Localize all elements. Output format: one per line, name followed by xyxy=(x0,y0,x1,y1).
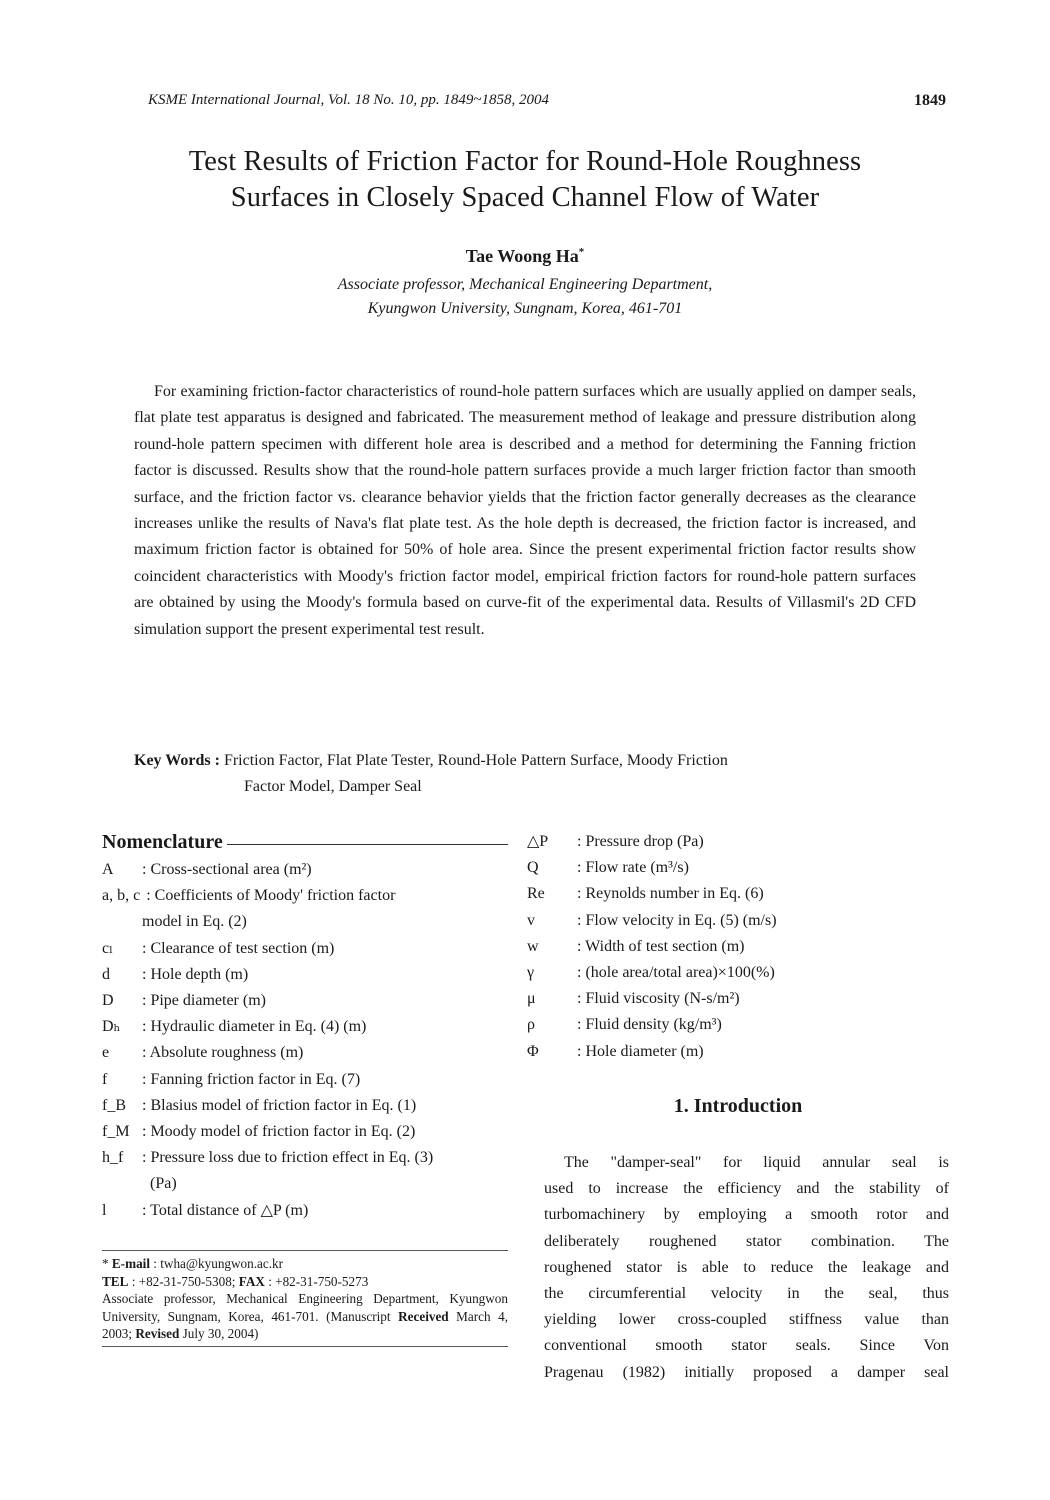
intro-line: conventional smooth stator seals. Since Von xyxy=(544,1337,949,1355)
nomenclature-symbol: a, b, c xyxy=(102,887,141,905)
nomenclature-description: Blasius model of friction factor in Eq. (1) xyxy=(150,1096,417,1114)
nomenclature-description: Fluid viscosity (N-s/m²) xyxy=(585,990,740,1008)
nomenclature-symbol: f_B xyxy=(102,1096,126,1114)
tel-value: : +82-31-750-5308; xyxy=(131,1273,236,1289)
nomenclature-item xyxy=(527,881,949,907)
intro-line: Pragenau (1982) initially proposed a damper seal xyxy=(544,1363,949,1381)
nomenclature-symbol: γ xyxy=(527,964,535,982)
nomenclature-separator: : xyxy=(577,885,582,903)
nomenclature-separator: : xyxy=(142,939,147,957)
nomenclature-description: Flow rate (m³/s) xyxy=(585,859,689,877)
intro-line: deliberately roughened stator combination. The xyxy=(544,1232,949,1250)
nomenclature-item xyxy=(102,988,508,1014)
nomenclature-separator: : xyxy=(142,965,147,983)
nomenclature-item xyxy=(102,1145,508,1171)
nomenclature-item xyxy=(102,1198,508,1224)
nomenclature-description: Hydraulic diameter in Eq. (4) (m) xyxy=(150,1018,367,1036)
intro-line: used to increase the efficiency and the stability of xyxy=(544,1180,949,1198)
nomenclature-separator: : xyxy=(577,859,582,877)
nomenclature-separator: : xyxy=(577,833,582,850)
nomenclature-description: Total distance of △P (m) xyxy=(150,1201,309,1219)
nomenclature-title: Nomenclature xyxy=(102,830,223,853)
nomenclature-item xyxy=(102,936,508,962)
nomenclature-symbol: Re xyxy=(527,885,545,903)
received-label: Received xyxy=(398,1308,449,1324)
nomenclature-separator: : xyxy=(577,1016,582,1034)
nomenclature-separator: : xyxy=(142,861,147,878)
nomenclature-item xyxy=(527,829,949,855)
nomenclature-item xyxy=(527,1012,949,1038)
email-value: : twha@kyungwon.ac.kr xyxy=(153,1256,284,1271)
nomenclature-symbol: Dₕ xyxy=(102,1018,121,1036)
nomenclature-heading xyxy=(102,829,508,855)
fax-value: : +82-31-750-5273 xyxy=(268,1273,369,1289)
nomenclature-symbol: μ xyxy=(527,990,536,1008)
nomenclature-description: Reynolds number in Eq. (6) xyxy=(585,885,764,903)
running-header xyxy=(148,92,948,114)
nomenclature-item xyxy=(527,960,949,986)
author-name xyxy=(100,246,950,267)
nomenclature-symbol: Φ xyxy=(527,1042,539,1060)
abstract xyxy=(134,379,916,643)
journal-citation: KSME International Journal, Vol. 18 No. 10, pp. 1849~1858, 2004 xyxy=(148,92,550,108)
affiliation-line-2: Kyungwon University, Sungnam, Korea, 461-701 xyxy=(367,300,683,317)
introduction-text xyxy=(544,1150,949,1386)
tel-label: TEL xyxy=(102,1273,129,1289)
nomenclature-symbol: d xyxy=(102,965,110,983)
nomenclature-separator: : xyxy=(577,911,582,929)
nomenclature-description: Hole depth (m) xyxy=(150,965,249,983)
nomenclature-separator: : xyxy=(577,937,582,955)
nomenclature-item xyxy=(102,962,508,988)
nomenclature-item xyxy=(102,1014,508,1040)
nomenclature-symbol: f xyxy=(102,1070,108,1088)
nomenclature-separator: : xyxy=(142,1149,147,1167)
nomenclature-right-column xyxy=(527,829,949,1065)
section-heading-introduction: 1. Introduction xyxy=(673,1095,803,1117)
nomenclature-description: Cross-sectional area (m²) xyxy=(150,861,312,878)
nomenclature-symbol: D xyxy=(102,992,114,1010)
nomenclature-symbol: ρ xyxy=(527,1016,535,1034)
nomenclature-description: Width of test section (m) xyxy=(585,937,745,955)
nomenclature-item xyxy=(527,934,949,960)
nomenclature-rule xyxy=(227,844,508,845)
nomenclature-item xyxy=(102,1171,508,1197)
nomenclature-symbol: v xyxy=(527,911,535,929)
nomenclature-symbol: h_f xyxy=(102,1149,124,1167)
keywords-label: Key Words : xyxy=(134,752,220,769)
nomenclature-separator: : xyxy=(142,992,147,1010)
nomenclature-description: Fluid density (kg/m³) xyxy=(585,1016,722,1034)
intro-line: The "damper-seal" for liquid annular seal is xyxy=(564,1154,949,1171)
intro-line: roughened stator is able to reduce the leakage and xyxy=(544,1258,949,1276)
nomenclature-symbol: l xyxy=(102,1201,107,1219)
revised-label: Revised xyxy=(135,1326,180,1342)
nomenclature-left-column xyxy=(102,829,508,1224)
nomenclature-item xyxy=(527,855,949,881)
nomenclature-symbol: cₗ xyxy=(102,939,113,957)
title-line-1: Test Results of Friction Factor for Round-Hole Roughness xyxy=(188,146,862,177)
nomenclature-separator: : xyxy=(577,964,582,982)
nomenclature-description: Pipe diameter (m) xyxy=(150,992,266,1010)
nomenclature-separator: : xyxy=(142,1096,147,1114)
nomenclature-description: Pressure drop (Pa) xyxy=(585,833,704,850)
intro-line: turbomachinery by employing a smooth rotor and xyxy=(544,1206,949,1224)
nomenclature-description: Flow velocity in Eq. (5) (m/s) xyxy=(585,911,777,929)
author-footnote xyxy=(102,1250,508,1347)
fax-label: FAX xyxy=(238,1273,265,1289)
received-date: March 4, 2003; xyxy=(102,1308,509,1342)
author-name-text: Tae Woong Ha xyxy=(465,246,579,266)
nomenclature-item xyxy=(102,1040,508,1066)
nomenclature-separator: : xyxy=(142,1201,147,1219)
nomenclature-continuation: (Pa) xyxy=(150,1175,177,1193)
nomenclature-description: Fanning friction factor in Eq. (7) xyxy=(150,1070,361,1088)
nomenclature-item xyxy=(527,986,949,1012)
intro-line: yielding lower cross-coupled stiffness value than xyxy=(544,1311,949,1329)
nomenclature-item xyxy=(102,883,508,909)
footnote-affiliation: Associate professor, Mechanical Engineering Department, Kyungwon University, Sungnam, Korea, 461-701. (Manuscript xyxy=(102,1291,508,1324)
nomenclature-description: Hole diameter (m) xyxy=(585,1042,704,1060)
nomenclature-separator: : xyxy=(577,1042,582,1060)
page-number: 1849 xyxy=(914,92,946,109)
keywords-line-2: Factor Model, Damper Seal xyxy=(244,778,422,795)
nomenclature-symbol: e xyxy=(102,1044,110,1062)
nomenclature-item xyxy=(102,857,508,883)
author-affiliation xyxy=(100,273,950,321)
nomenclature-item xyxy=(527,1039,949,1065)
nomenclature-separator: : xyxy=(577,990,582,1008)
nomenclature-item xyxy=(102,1119,508,1145)
nomenclature-symbol: Q xyxy=(527,859,539,877)
nomenclature-separator: : xyxy=(142,1123,147,1141)
author-marker: * xyxy=(578,246,585,258)
nomenclature-description: Absolute roughness (m) xyxy=(149,1044,304,1062)
nomenclature-symbol: △P xyxy=(527,833,549,850)
nomenclature-description: Moody model of friction factor in Eq. (2) xyxy=(150,1123,416,1141)
nomenclature-item xyxy=(102,1067,508,1093)
abstract-text: For examining friction-factor characteristics of round-hole pattern surfaces which are usually applied on damper seals, flat plate test apparatus is designed and fabricated. The measurement method of leakage and pressure distribution along round-hole pattern specimen with different hole area is described and a method for determining the Fanning friction factor is discussed. Results show that the round-hole pattern surfaces provide a much larger friction factor than smooth surface, and the friction factor vs. clearance behavior yields that the friction factor generally decreases as the clearance increases unlike the results of Nava's flat plate test. As the hole depth is decreased, the friction factor is increased, and maximum friction factor is obtained for 50% of hole area. Since the present experimental friction factor results show coincident characteristics with Moody's friction factor model, empirical friction factors for round-hole pattern surfaces are obtained by using the Moody's formula based on curve-fit of the experimental data. Results of Villasmil's 2D CFD simulation support the present experimental test result. xyxy=(134,383,916,638)
nomenclature-separator: : xyxy=(146,887,151,905)
nomenclature-item xyxy=(102,909,508,935)
revised-date: July 30, 2004) xyxy=(182,1326,259,1342)
nomenclature-description: Pressure loss due to friction effect in Eq. (3) xyxy=(150,1149,434,1167)
nomenclature-item xyxy=(102,1093,508,1119)
paper-title xyxy=(100,144,950,216)
title-line-2: Surfaces in Closely Spaced Channel Flow of Water xyxy=(230,182,820,213)
keywords-line-1: Friction Factor, Flat Plate Tester, Round-Hole Pattern Surface, Moody Friction xyxy=(223,752,728,769)
nomenclature-item xyxy=(527,908,949,934)
nomenclature-symbol: f_M xyxy=(102,1123,130,1141)
nomenclature-description: Clearance of test section (m) xyxy=(150,939,335,957)
intro-line: the circumferential velocity in the seal, thus xyxy=(544,1285,949,1303)
email-label: E-mail xyxy=(111,1256,150,1271)
nomenclature-description: Coefficients of Moody' friction factor xyxy=(154,887,396,905)
affiliation-line-1: Associate professor, Mechanical Engineering Department, xyxy=(337,276,713,293)
nomenclature-separator: : xyxy=(142,1070,147,1088)
footnote-marker: * xyxy=(102,1256,109,1271)
nomenclature-separator: : xyxy=(142,1018,147,1036)
nomenclature-symbol: A xyxy=(102,861,114,878)
keywords xyxy=(134,748,916,800)
nomenclature-separator: : xyxy=(142,1044,147,1062)
nomenclature-continuation: model in Eq. (2) xyxy=(142,913,247,931)
nomenclature-description: (hole area/total area)×100(%) xyxy=(585,964,775,982)
nomenclature-symbol: w xyxy=(527,937,539,955)
